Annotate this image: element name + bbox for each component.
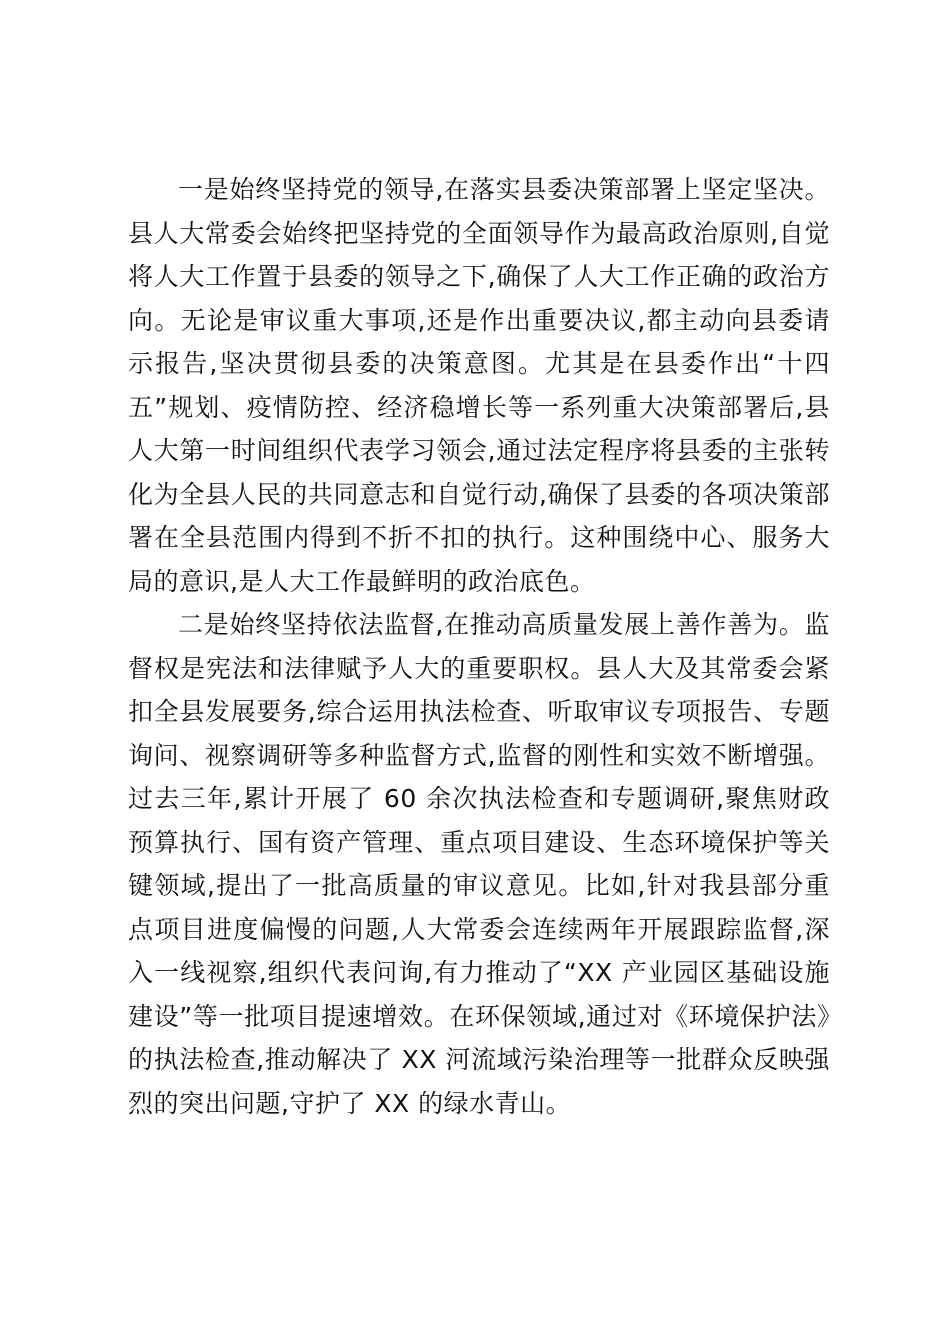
paragraph-party-leadership: 一是始终坚持党的领导,在落实县委决策部署上坚定坚决。县人大常委会始终把坚持党的全面领导作为最高政治原则,自觉将人大工作置于县委的领导之下,确保了人大工作正确的政治方向。无论是审议重大事项,还是作出重要决议,都主动向县委请示报告,坚决贯彻县委的决策意图。尤其是在县委作出“十四五”规划、疫情防控、经济稳增长等一系列重大决策部署后,县人大第一时间组织代表学习领会,通过法定程序将县委的主张转化为全县人民的共同意志和自觉行动,确保了县委的各项决策部署在全县范围内得到不折不扣的执行。这种围绕中心、服务大局的意识,是人大工作最鲜明的政治底色。	[128, 175, 830, 596]
paragraph-lawful-supervision: 二是始终坚持依法监督,在推动高质量发展上善作善为。监督权是宪法和法律赋予人大的重要职权。县人大及其常委会紧扣全县发展要务,综合运用执法检查、听取审议专项报告、专题询问、视察调研等多种监督方式,监督的刚性和实效不断增强。过去三年,累计开展了 60 余次执法检查和专题调研,聚焦财政预算执行、国有资产管理、重点项目建设、生态环境保护等关键领域,提出了一批高质量的审议意见。比如,针对我县部分重点项目进度偏慢的问题,人大常委会连续两年开展跟踪监督,深入一线视察,组织代表问询,有力推动了“XX 产业园区基础设施建设”等一批项目提速增效。在环保领域,通过对《环境保护法》的执法检查,推动解决了 XX 河流域污染治理等一批群众反映强烈的突出问题,守护了 XX 的绿水青山。	[128, 610, 830, 1118]
document-body	[128, 168, 830, 1125]
